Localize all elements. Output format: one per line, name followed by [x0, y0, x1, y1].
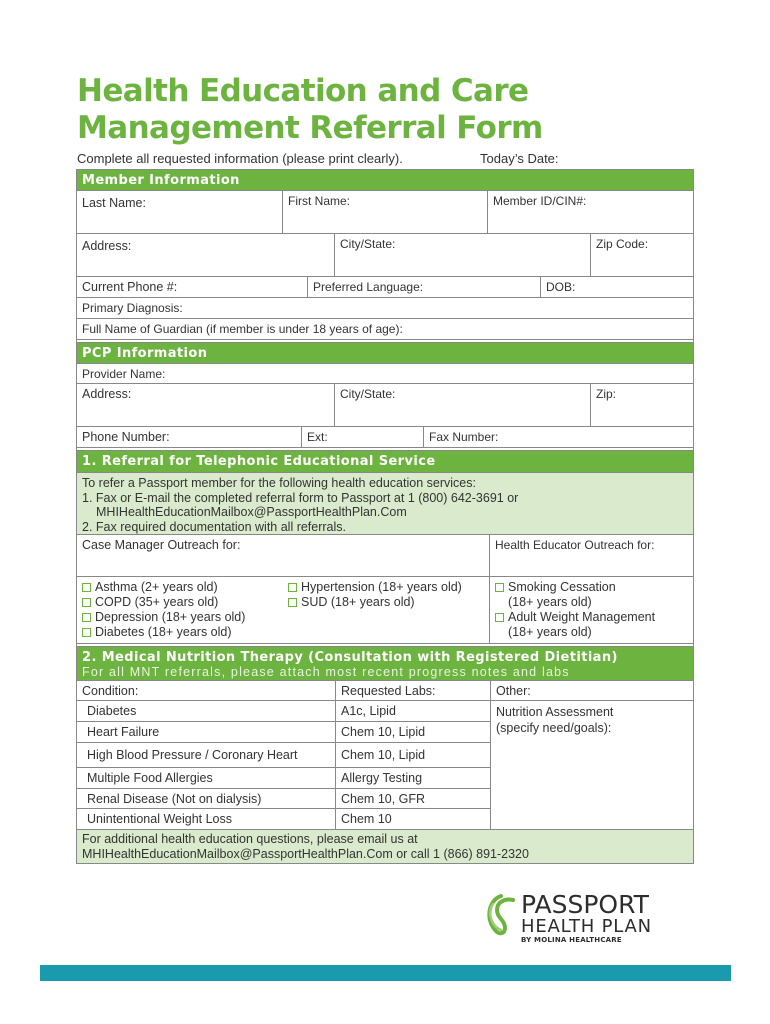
referral-instructions [77, 473, 693, 535]
pcp-phone-row [77, 427, 693, 448]
checkbox-icon[interactable] [82, 583, 91, 592]
member-id-field[interactable]: Member ID/CIN#: [493, 194, 587, 208]
pcp-address-field[interactable]: Address: [77, 384, 335, 426]
mnt-footer [77, 830, 693, 863]
health-educator-label: Health Educator Outreach for: [495, 538, 655, 552]
labs-cell: Chem 10, GFR [341, 792, 426, 806]
labs-cell: Allergy Testing [341, 771, 423, 785]
form-title [77, 73, 543, 147]
weight-management-checkbox[interactable]: Adult Weight Management [495, 610, 688, 625]
checkbox-icon[interactable] [288, 598, 297, 607]
title-line-1: Health Education and Care [77, 73, 529, 109]
labs-cell: A1c, Lipid [341, 704, 396, 718]
member-address-field[interactable]: Address: [77, 234, 335, 276]
dob-field[interactable]: DOB: [546, 280, 576, 294]
last-name-field[interactable]: Last Name: [77, 191, 283, 233]
guardian-name-field[interactable]: Full Name of Guardian (if member is under 18 years of age): [82, 322, 403, 336]
member-zip-field[interactable]: Zip Code: [596, 237, 649, 251]
labs-cell: Chem 10, Lipid [341, 748, 426, 762]
condition-cell[interactable]: Renal Disease (Not on dialysis) [77, 789, 336, 808]
checkbox-icon[interactable] [495, 613, 504, 622]
logo-swirl-icon [483, 890, 521, 948]
pcp-info-header: PCP Information [77, 343, 693, 364]
case-manager-col-2 [283, 577, 490, 643]
checkbox-icon[interactable] [495, 583, 504, 592]
diabetes-checkbox[interactable]: Diabetes (18+ years old) [82, 625, 278, 640]
diagnosis-row [77, 298, 693, 319]
mnt-row [77, 768, 490, 789]
mnt-left-table [77, 681, 490, 829]
case-manager-label: Case Manager Outreach for: [77, 535, 490, 576]
mnt-column-headers [77, 681, 490, 701]
sud-checkbox[interactable]: SUD (18+ years old) [288, 595, 484, 610]
provider-name-field[interactable]: Provider Name: [82, 367, 166, 381]
provider-row [77, 364, 693, 384]
labs-cell: Chem 10 [341, 812, 392, 826]
todays-date-field[interactable]: Today’s Date: [480, 151, 559, 166]
condition-cell[interactable]: Unintentional Weight Loss [77, 809, 336, 829]
smoking-age-note: (18+ years old) [508, 595, 592, 609]
case-manager-col-1 [77, 577, 283, 643]
pcp-city-state-field[interactable]: City/State: [335, 384, 591, 426]
mnt-row [77, 743, 490, 768]
logo-molina: BY MOLINA HEALTHCARE [521, 936, 622, 944]
member-phone-field[interactable]: Current Phone #: [77, 277, 308, 297]
preferred-language-field[interactable]: Preferred Language: [308, 277, 541, 297]
mnt-other-column [490, 681, 693, 829]
member-city-state-field[interactable]: City/State: [335, 234, 591, 276]
nutrition-assessment-hint: (specify need/goals): [496, 721, 612, 735]
pcp-address-row [77, 384, 693, 427]
depression-checkbox[interactable]: Depression (18+ years old) [82, 610, 278, 625]
pcp-zip-field[interactable]: Zip: [596, 387, 617, 401]
condition-cell[interactable]: High Blood Pressure / Coronary Heart [77, 743, 336, 767]
member-phone-row [77, 277, 693, 298]
nutrition-assessment-label: Nutrition Assessment [496, 705, 614, 719]
passport-health-plan-logo [483, 890, 683, 948]
mnt-row [77, 701, 490, 722]
checkbox-icon[interactable] [82, 598, 91, 607]
condition-column-header: Condition: [77, 681, 336, 700]
condition-cell[interactable]: Heart Failure [77, 722, 336, 742]
pcp-phone-field[interactable]: Phone Number: [77, 427, 302, 447]
outreach-checkbox-row [77, 577, 693, 644]
copd-checkbox[interactable]: COPD (35+ years old) [82, 595, 278, 610]
referral-email[interactable]: MHIHealthEducationMailbox@PassportHealthPlan.Com [96, 505, 407, 520]
referral-note-4: 2. Fax required documentation with all referrals. [82, 519, 347, 534]
health-educator-col [490, 577, 693, 643]
footer-line-1: For additional health education questions, please email us at [82, 832, 418, 846]
logo-health-plan: HEALTH PLAN [521, 916, 652, 937]
member-name-row [77, 191, 693, 234]
pcp-fax-field[interactable]: Fax Number: [429, 430, 499, 444]
title-line-2: Management Referral Form [77, 110, 543, 146]
hypertension-checkbox[interactable]: Hypertension (18+ years old) [288, 580, 484, 595]
form-instructions: Complete all requested information (please print clearly). [77, 151, 403, 166]
footer-bar [40, 965, 731, 981]
mnt-row [77, 809, 490, 829]
labs-column-header: Requested Labs: [341, 684, 436, 698]
member-info-header: Member Information [77, 170, 693, 191]
member-address-row [77, 234, 693, 277]
mnt-header [77, 647, 693, 681]
mnt-row [77, 789, 490, 809]
checkbox-icon[interactable] [82, 628, 91, 637]
telephonic-referral-header: 1. Referral for Telephonic Educational Service [77, 451, 693, 473]
mnt-row [77, 722, 490, 743]
first-name-field[interactable]: First Name: [283, 191, 488, 233]
nutrition-assessment-field[interactable] [491, 701, 693, 739]
weight-age-note: (18+ years old) [508, 625, 592, 639]
footer-line-2[interactable]: MHIHealthEducationMailbox@PassportHealthPlan.Com or call 1 (866) 891-2320 [82, 846, 529, 861]
condition-cell[interactable]: Multiple Food Allergies [77, 768, 336, 788]
referral-note-2: 1. Fax or E-mail the completed referral form to Passport at 1 (800) 642-3691 or [82, 490, 519, 505]
checkbox-icon[interactable] [288, 583, 297, 592]
smoking-cessation-checkbox[interactable]: Smoking Cessation [495, 580, 688, 595]
condition-cell[interactable]: Diabetes [77, 701, 336, 721]
guardian-row [77, 319, 693, 340]
mnt-table [77, 681, 693, 830]
labs-cell: Chem 10, Lipid [341, 725, 426, 739]
mnt-title: 2. Medical Nutrition Therapy (Consultation with Registered Dietitian) [82, 650, 618, 665]
referral-form [76, 169, 694, 864]
logo-passport: PASSPORT [521, 890, 649, 919]
checkbox-icon[interactable] [82, 613, 91, 622]
referral-note-1: To refer a Passport member for the following health education services: [82, 476, 476, 490]
pcp-ext-field[interactable]: Ext: [302, 427, 424, 447]
outreach-header-row [77, 535, 693, 577]
primary-diagnosis-field[interactable]: Primary Diagnosis: [82, 301, 183, 315]
other-column-header: Other: [491, 681, 693, 701]
asthma-checkbox[interactable]: Asthma (2+ years old) [82, 580, 278, 595]
mnt-subtitle: For all MNT referrals, please attach most recent progress notes and labs [82, 665, 570, 679]
